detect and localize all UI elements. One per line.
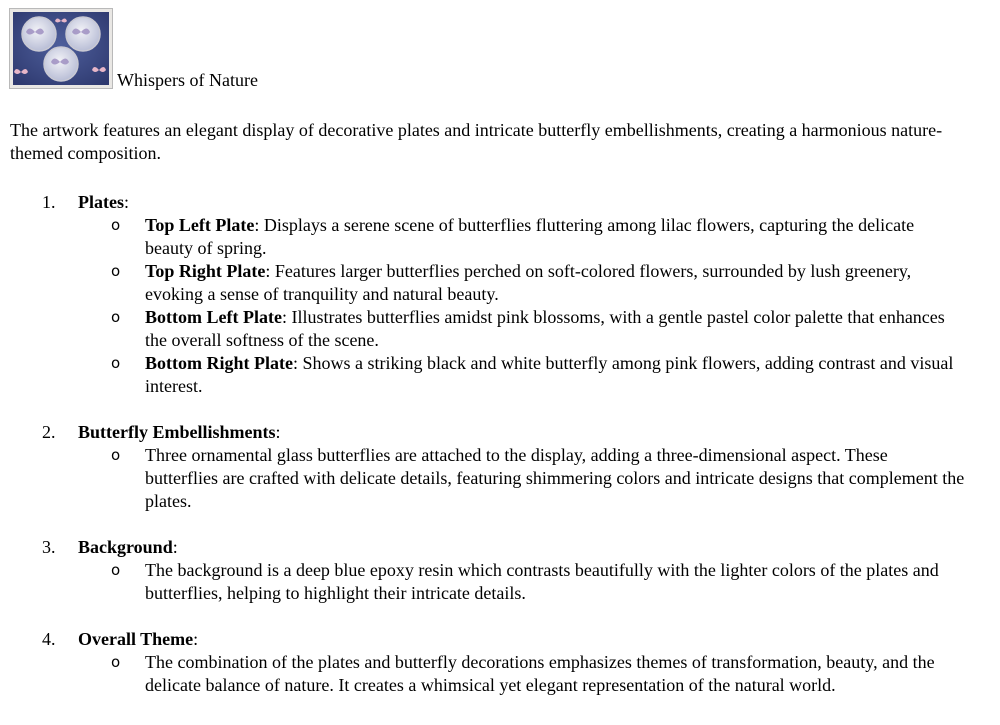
section-butterfly-embellishments	[0, 421, 1000, 513]
bullet-icon: o	[111, 216, 121, 234]
section-heading	[78, 421, 1000, 444]
item-label: Bottom Right Plate	[145, 353, 293, 373]
bullet-icon: o	[111, 446, 121, 464]
section-title: Plates	[78, 192, 124, 212]
intro-paragraph: The artwork features an elegant display of decorative plates and intricate butterfly embellishments, creating a harmonious nature-themed composition.	[10, 120, 943, 163]
item-text: : Shows a striking black and white butterfly among pink flowers, adding contrast and visual interest.	[145, 353, 954, 396]
section-items	[78, 651, 1000, 697]
section-number: 2.	[42, 422, 56, 442]
bullet-icon: o	[111, 308, 121, 326]
section-colon: :	[123, 192, 129, 212]
section-plates	[0, 191, 1000, 398]
butterfly-plates-icon	[13, 12, 109, 85]
bullet-icon: o	[111, 262, 121, 280]
artwork-title: Whispers of Nature	[117, 70, 258, 90]
list-item	[78, 352, 965, 398]
description-outline	[0, 191, 1000, 720]
list-item	[78, 559, 965, 605]
bullet-icon: o	[111, 354, 121, 372]
item-label: Bottom Left Plate	[145, 307, 282, 327]
item-text: Three ornamental glass butterflies are attached to the display, adding a three-dimensional aspect. These butterflies are crafted with delicate details, featuring shimmering colors and intricate designs that complement the plates.	[145, 445, 965, 511]
section-colon: :	[275, 422, 281, 442]
section-heading	[78, 536, 1000, 559]
item-text: : Illustrates butterflies amidst pink blossoms, with a gentle pastel color palette that enhances the overall softness of the scene.	[145, 307, 945, 350]
list-item	[78, 651, 965, 697]
section-items	[78, 444, 1000, 513]
section-background	[0, 536, 1000, 605]
bullet-icon: o	[111, 561, 121, 579]
section-number: 1.	[42, 192, 56, 212]
item-text: The combination of the plates and butterfly decorations emphasizes themes of transformation, beauty, and the delicate balance of nature. It creates a whimsical yet elegant representation of the natural world.	[145, 652, 935, 695]
item-text: : Displays a serene scene of butterflies fluttering among lilac flowers, capturing the delicate beauty of spring.	[145, 215, 915, 258]
section-colon: :	[172, 537, 178, 557]
item-label: Top Left Plate	[145, 215, 255, 235]
item-text: The background is a deep blue epoxy resin which contrasts beautifully with the lighter colors of the plates and butterflies, helping to highlight their intricate details.	[145, 560, 939, 603]
list-item	[78, 260, 965, 306]
list-item	[78, 214, 965, 260]
section-heading	[78, 628, 1000, 651]
item-label: Top Right Plate	[145, 261, 266, 281]
section-items	[78, 559, 1000, 605]
section-items	[78, 214, 1000, 398]
document-header	[9, 6, 258, 89]
bullet-icon: o	[111, 653, 121, 671]
section-title: Background	[78, 537, 173, 557]
section-overall-theme	[0, 628, 1000, 697]
artwork-thumbnail-image	[9, 8, 113, 89]
section-number: 4.	[42, 629, 56, 649]
section-number: 3.	[42, 537, 56, 557]
list-item	[78, 306, 965, 352]
item-text: : Features larger butterflies perched on soft-colored flowers, surrounded by lush greenery, evoking a sense of tranquility and natural beauty.	[145, 261, 912, 304]
section-title: Butterfly Embellishments	[78, 422, 276, 442]
list-item	[78, 444, 965, 513]
section-colon: :	[193, 629, 199, 649]
section-heading	[78, 191, 1000, 214]
section-title: Overall Theme	[78, 629, 194, 649]
